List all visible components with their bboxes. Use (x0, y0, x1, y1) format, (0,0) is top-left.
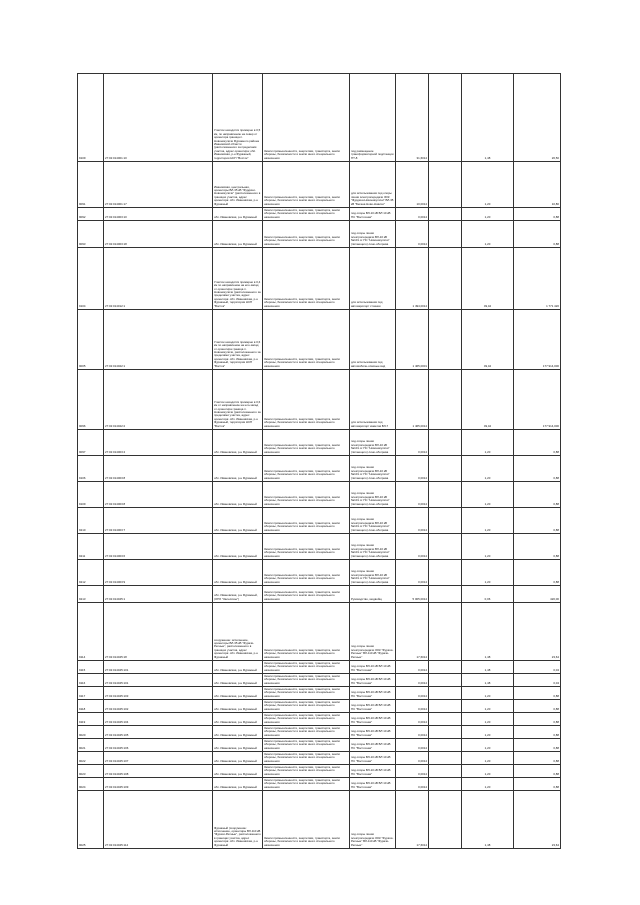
area-cell: 0,0014 (396, 700, 429, 713)
permitted-use-cell: под опоры ВЛ-10 кВ ВЛ 10 кВ ПС "Восточная" (350, 713, 396, 726)
row-number-cell: 9109 (78, 74, 104, 162)
land-category-cell: Земли промышленности, энергетики, транспорта, земли обороны, безопасности и земли иного специального назначения (263, 700, 350, 713)
table-row (78, 586, 561, 603)
permitted-use-cell: под опоры ВЛ-10 кВ ВЛ 10 кВ ПС "Восточная" (350, 208, 396, 221)
land-category-cell: Земли промышленности, энергетики, транспорта, земли обороны, безопасности и земли иного специального назначения (263, 221, 350, 248)
location-cell: Участок находится примерно в 0,6 км по направлению на юго-запад от ориентира граница п. Новоникуличи, расположенного за пределами участка, адрес ориентира: обл. Ивановская, р-н Фуражный, территория НСП "Восток" (213, 310, 263, 370)
location-cell: обл. Ивановская, р-н Фуражный (213, 713, 263, 726)
row-number-cell: 9117 (78, 687, 104, 700)
row-number-cell: 9096 (78, 370, 104, 430)
area-cell: 0,0014 (396, 739, 429, 752)
table-row (78, 482, 561, 508)
permitted-use-cell: под опоры ВЛ-10 кВ ВЛ 10 кВ ПС "Восточная" (350, 687, 396, 700)
rate-cell (429, 586, 462, 603)
permitted-use-cell: под опоры ВЛ-10 кВ ВЛ 10 кВ ПС "Восточная" (350, 778, 396, 791)
row-number-cell: 9119 (78, 713, 104, 726)
location-cell: обл. Ивановская, р-н Фуражный (213, 726, 263, 739)
cadastral-number-cell: 27:02:014045:103 (104, 687, 213, 700)
table-row (78, 456, 561, 482)
sum-cell: 1,48 (462, 661, 514, 674)
table-row (78, 74, 561, 162)
table-row (78, 162, 561, 208)
land-category-cell: Земли промышленности, энергетики, транспорта, земли обороны, безопасности и земли иного специального назначения (263, 674, 350, 687)
land-category-cell: Земли промышленности, энергетики, транспорта, земли обороны, безопасности и земли иного специального назначения (263, 430, 350, 456)
rate-cell (429, 674, 462, 687)
total-cell: 420,00 (514, 586, 561, 603)
sum-cell: 1,20 (462, 726, 514, 739)
total-cell: 0,88 (514, 560, 561, 586)
location-cell: обл. Ивановская, р-н Фуражный (213, 456, 263, 482)
rate-cell (429, 310, 462, 370)
total-cell: 0,88 (514, 534, 561, 560)
table-row (78, 713, 561, 726)
land-category-cell: Земли промышленности, энергетики, транспорта, земли обороны, безопасности и земли иного специального назначения (263, 586, 350, 603)
location-cell: обл. Ивановская, р-н Фуражный (213, 739, 263, 752)
sum-cell: 1,20 (462, 482, 514, 508)
area-cell: 0,0014 (396, 508, 429, 534)
total-cell: 0,88 (514, 726, 561, 739)
location-cell: обл. Ивановская, р-н Фуражный (213, 208, 263, 221)
land-category-cell: Земли промышленности, энергетики, транспорта, земли обороны, безопасности и земли иного специального назначения (263, 560, 350, 586)
total-cell: 0,88 (514, 508, 561, 534)
total-cell: 23,64 (514, 791, 561, 849)
table-row (78, 430, 561, 456)
area-cell: 0,0014 (396, 430, 429, 456)
cadastral-number-cell: 27:02:014003:8 (104, 482, 213, 508)
location-cell: обл. Ивановская, р-н Фуражный (213, 700, 263, 713)
land-category-cell: Земли промышленности, энергетики, транспорта, земли обороны, безопасности и земли иного специального назначения (263, 508, 350, 534)
rate-cell (429, 752, 462, 765)
land-category-cell: Земли промышленности, энергетики, транспорта, земли обороны, безопасности и земли иного специального назначения (263, 713, 350, 726)
land-plot-table (77, 73, 561, 849)
sum-cell: 1,20 (462, 713, 514, 726)
row-number-cell: 9114 (78, 603, 104, 661)
land-category-cell: Земли промышленности, энергетики, транспорта, земли обороны, безопасности и земли иного специального назначения (263, 74, 350, 162)
total-cell: 0,88 (514, 778, 561, 791)
sum-cell: 1,20 (462, 430, 514, 456)
land-category-cell: Земли промышленности, энергетики, транспорта, земли обороны, безопасности и земли иного специального назначения (263, 248, 350, 310)
permitted-use-cell: под опоры линии электропередачи ЗОК "Фурачи-Репные" ВЛ-110 кВ "Фурачи-Репные" (350, 603, 396, 661)
sum-cell: 1,20 (462, 765, 514, 778)
total-cell: 0,88 (514, 713, 561, 726)
land-category-cell: Земли промышленности, энергетики, транспорта, земли обороны, безопасности и земли иного специального назначения (263, 534, 350, 560)
permitted-use-cell: под опоры линии электропередачи ЗОК "Фурачи-Репные" ВЛ-110 кВ "Фурачи-Репные" (350, 791, 396, 849)
sum-cell: 49,42 (462, 248, 514, 310)
row-number-cell: 9116 (78, 674, 104, 687)
land-category-cell: Земли промышленности, энергетики, транспорта, земли обороны, безопасности и земли иного специального назначения (263, 208, 350, 221)
cadastral-number-cell: 27:02:014045:1 (104, 586, 213, 603)
area-cell: 17,6014 (396, 791, 429, 849)
cadastral-number-cell: 27:02:014022:2 (104, 370, 213, 430)
land-category-cell: Земли промышленности, энергетики, транспорта, земли обороны, безопасности и земли иного специального назначения (263, 603, 350, 661)
land-category-cell: Земли промышленности, энергетики, транспорта, земли обороны, безопасности и земли иного специального назначения (263, 739, 350, 752)
cadastral-number-cell: 27:02:014045:107 (104, 752, 213, 765)
row-number-cell: 9104 (78, 248, 104, 310)
row-number-cell: 9097 (78, 430, 104, 456)
rate-cell (429, 162, 462, 208)
row-number-cell: 9115 (78, 661, 104, 674)
table-row (78, 739, 561, 752)
area-cell: 0,0014 (396, 778, 429, 791)
area-cell: 0,0014 (396, 661, 429, 674)
land-category-cell: Земли промышленности, энергетики, транспорта, земли обороны, безопасности и земли иного специального назначения (263, 765, 350, 778)
total-cell: 0,88 (514, 700, 561, 713)
area-cell: 0,0014 (396, 726, 429, 739)
total-cell: 177 914,000 (514, 370, 561, 430)
location-cell: обл. Ивановская, р-н Фуражный (213, 534, 263, 560)
location-cell: обл. Ивановская, р-н Фуражный (213, 430, 263, 456)
cadastral-number-cell: 27:02:014045:106 (104, 739, 213, 752)
cadastral-number-cell: 27:02:014045:114 (104, 791, 213, 849)
permitted-use-cell: под опоры ВЛ-10 кВ ВЛ 10 кВ ПС "Восточная" (350, 752, 396, 765)
location-cell: обл. Ивановская, р-н Фуражный, (ОПХ "Залесское") (213, 586, 263, 603)
row-number-cell: 9021 (78, 739, 104, 752)
table-row (78, 534, 561, 560)
rate-cell (429, 456, 462, 482)
rate-cell (429, 534, 462, 560)
permitted-use-cell: под опоры ВЛ-10 кВ ВЛ 10 кВ ПС "Восточная" (350, 674, 396, 687)
total-cell: 10,80 (514, 162, 561, 208)
rate-cell (429, 700, 462, 713)
rate-cell (429, 687, 462, 700)
permitted-use-cell: под опоры ВЛ-10 кВ ВЛ 10 кВ ПС "Восточная" (350, 765, 396, 778)
sum-cell: 1,20 (462, 700, 514, 713)
rate-cell (429, 791, 462, 849)
location-cell: обл. Ивановская, р-н Фуражный (213, 221, 263, 248)
location-cell: Фуражный (сооружение: исполнение, ориентиры ВЛ-110 кВ "Фурачи-Репные", расположенного в границах участка, адрес ориентира: обл. Ивановская, р-н Фуражный (213, 791, 263, 849)
table-row (78, 687, 561, 700)
permitted-use-cell: под опоры ВЛ-10 кВ ВЛ 10 кВ ПС "Восточная" (350, 739, 396, 752)
area-cell: 1 465,0001 (396, 310, 429, 370)
row-number-cell: 9109 (78, 482, 104, 508)
permitted-use-cell: под опоры линии электропередачи ВЛ-10 кВ №101 от ПС "Новоникуличи" (питающего) лино-обогрева (350, 534, 396, 560)
table-body (78, 74, 561, 849)
table-row (78, 508, 561, 534)
rate-cell (429, 370, 462, 430)
land-category-cell: Земли промышленности, энергетики, транспорта, земли обороны, безопасности и земли иного специального назначения (263, 687, 350, 700)
area-cell: 1 494,0014 (396, 248, 429, 310)
cadastral-number-cell: 27:02:014003:10 (104, 208, 213, 221)
area-cell: 0,0014 (396, 765, 429, 778)
area-cell: 31,6014 (396, 74, 429, 162)
total-cell: 1 771 420 (514, 248, 561, 310)
table-row (78, 674, 561, 687)
table-row (78, 700, 561, 713)
permitted-use-cell: Руководство, модвойщ (350, 586, 396, 603)
permitted-use-cell: под размещение трансформаторной подстанции ПТ-8 (350, 74, 396, 162)
total-cell: 23,64 (514, 603, 561, 661)
rate-cell (429, 765, 462, 778)
land-category-cell: Земли промышленности, энергетики, транспорта, земли обороны, безопасности и земли иного специального назначения (263, 482, 350, 508)
row-number-cell: 9005 (78, 310, 104, 370)
sum-cell: 1,20 (462, 778, 514, 791)
permitted-use-cell: под опоры линии электропередачи ВЛ-10 кВ №101 от ПС "Новоникуличи" (питающего) лино-обогрева (350, 482, 396, 508)
total-cell: 0,88 (514, 765, 561, 778)
area-cell: 10,0014 (396, 162, 429, 208)
permitted-use-cell: для использования под автоаэропорт стоянки (350, 248, 396, 310)
table-row (78, 248, 561, 310)
cadastral-number-cell: 27:02:014045:108 (104, 765, 213, 778)
row-number-cell: 9213 (78, 586, 104, 603)
location-cell: обл. Ивановская, р-н Фуражный (213, 482, 263, 508)
permitted-use-cell: под опоры линии электропередачи ВЛ-10 кВ №101 от ПС "Новоникуличи" (питающего) лино-обогрева (350, 456, 396, 482)
area-cell: 5 005,0014 (396, 586, 429, 603)
land-category-cell: Земли промышленности, энергетики, транспорта, земли обороны, безопасности и земли иного специального назначения (263, 778, 350, 791)
area-cell: 17,6014 (396, 603, 429, 661)
table-row (78, 778, 561, 791)
table-row (78, 752, 561, 765)
total-cell: 26,50 (514, 74, 561, 162)
location-cell: Участок находится примерно в 0,4 км по направлению на юго-запад от ориентира граница п. Новоникуличи (расположенного за пределами участка, адрес ориентира: обл. Ивановская, р-н Фуражный, территория НСП "Восток" (213, 248, 263, 310)
permitted-use-cell: под опоры линии электропередачи ВЛ-10 кВ №101 от ПС "Новоникуличи" (питающего) лино-обогрева (350, 508, 396, 534)
land-category-cell: Земли промышленности, энергетики, транспорта, земли обороны, безопасности и земли иного специального назначения (263, 752, 350, 765)
land-category-cell: Земли промышленности, энергетики, транспорта, земли обороны, безопасности и земли иного специального назначения (263, 310, 350, 370)
sum-cell: 1,48 (462, 791, 514, 849)
rate-cell (429, 482, 462, 508)
location-cell: Ивановская, центральная, ориентиры ВЛ-35 кВ "Фурдачи-Новоникуличи" (расположенного в границах участка, адрес ориентира: обл. Ивановская, р-н Фуражный (213, 162, 263, 208)
total-cell: 0,88 (514, 687, 561, 700)
row-number-cell: 9210 (78, 508, 104, 534)
sum-cell: 1,20 (462, 221, 514, 248)
area-cell: 0,0014 (396, 560, 429, 586)
rate-cell (429, 430, 462, 456)
total-cell: 0,88 (514, 456, 561, 482)
sum-cell: 1,48 (462, 74, 514, 162)
cadastral-number-cell: 27:02:014045:18 (104, 603, 213, 661)
sum-cell: 1,48 (462, 674, 514, 687)
cadastral-number-cell: 27:02:014003:6 (104, 534, 213, 560)
cadastral-number-cell: 27:02:014045:105 (104, 726, 213, 739)
cadastral-number-cell: 27:02:014001:10 (104, 74, 213, 162)
rate-cell (429, 508, 462, 534)
permitted-use-cell: под опоры линии электропередачи ВЛ-10 кВ №101 от ПС "Новоникуличи" (питающего) лино-обогрева (350, 560, 396, 586)
table-row (78, 560, 561, 586)
land-category-cell: Земли промышленности, энергетики, транспорта, земли обороны, безопасности и земли иного специального назначения (263, 791, 350, 849)
location-cell: обл. Ивановская, р-н Фуражный (213, 674, 263, 687)
location-cell: Участок находится примерно в 0,5 км, по направлению на север от ориентира граница п. Новоникуличи Фуражного района Ивановской области (расположенного за пределами участка, адрес ориентира: обл. Ивановская, р-н Фуражный, территория НСП "Восток" (213, 74, 263, 162)
total-cell: 0,88 (514, 221, 561, 248)
area-cell: 1 465,0014 (396, 370, 429, 430)
table-row (78, 791, 561, 849)
location-cell: обл. Ивановская, р-н Фуражный (213, 778, 263, 791)
row-number-cell: 9212 (78, 560, 104, 586)
total-cell: 0,88 (514, 482, 561, 508)
permitted-use-cell: под опоры линии электропередачи ВЛ-10 кВ №101 от ПС "Новоникуличи" (питающего) лино-обогрева (350, 221, 396, 248)
cadastral-number-cell: 27:02:014003:9 (104, 560, 213, 586)
table-row (78, 310, 561, 370)
total-cell: 0,04 (514, 674, 561, 687)
area-cell: 0,0014 (396, 713, 429, 726)
cadastral-number-cell: 27:02:014003:18 (104, 221, 213, 248)
rate-cell (429, 713, 462, 726)
table-row (78, 208, 561, 221)
area-cell: 0,0014 (396, 534, 429, 560)
area-cell: 0,0014 (396, 482, 429, 508)
cadastral-number-cell: 27:02:014003:4 (104, 430, 213, 456)
rate-cell (429, 726, 462, 739)
row-number-cell: 9023 (78, 765, 104, 778)
permitted-use-cell: для использования под опоры линии электропередачи ЗОК "Фурдачи-Новоникуличи" ВЛ-35 кВ "Бегана Ново-Новичи" (350, 162, 396, 208)
sum-cell: 1,20 (462, 534, 514, 560)
rate-cell (429, 248, 462, 310)
row-number-cell: 9022 (78, 752, 104, 765)
sum-cell: 0,06 (462, 586, 514, 603)
cadastral-number-cell: 27:02:014003:8 (104, 456, 213, 482)
row-number-cell: 9025 (78, 791, 104, 849)
total-cell: 0,88 (514, 739, 561, 752)
land-category-cell: Земли промышленности, энергетики, транспорта, земли обороны, безопасности и земли иного специального назначения (263, 661, 350, 674)
permitted-use-cell: под опоры ВЛ-10 кВ ВЛ 10 кВ ПС "Восточная" (350, 700, 396, 713)
location-cell: обл. Ивановская, р-н Фуражный (213, 508, 263, 534)
sum-cell: 1,20 (462, 752, 514, 765)
rate-cell (429, 778, 462, 791)
rate-cell (429, 74, 462, 162)
location-cell: обл. Ивановская, р-н Фуражный (213, 560, 263, 586)
table-row (78, 603, 561, 661)
cadastral-number-cell: 27:02:014003:7 (104, 508, 213, 534)
cadastral-number-cell: 27:02:014045:101 (104, 661, 213, 674)
location-cell: сооружение: исполнение, ориентиры ВЛ-35 кВ "Фурачи-Репные", расположенного в границах участка, адрес ориентира: обл. Ивановская, р-н Фуражный (213, 603, 263, 661)
land-category-cell: Земли промышленности, энергетики, транспорта, земли обороны, безопасности и земли иного специального назначения (263, 162, 350, 208)
row-number-cell: 9106 (78, 456, 104, 482)
area-cell: 0,0014 (396, 752, 429, 765)
land-category-cell: Земли промышленности, энергетики, транспорта, земли обороны, безопасности и земли иного специального назначения (263, 456, 350, 482)
sum-cell: 49,42 (462, 370, 514, 430)
rate-cell (429, 560, 462, 586)
cadastral-number-cell: 27:02:014045:102 (104, 700, 213, 713)
row-number-cell: 9020 (78, 726, 104, 739)
cadastral-number-cell: 27:02:014001:17 (104, 162, 213, 208)
cadastral-number-cell: 27:02:014045:104 (104, 713, 213, 726)
table-row (78, 370, 561, 430)
area-cell: 0,0014 (396, 674, 429, 687)
sum-cell: 49,42 (462, 310, 514, 370)
land-category-cell: Земли промышленности, энергетики, транспорта, земли обороны, безопасности и земли иного специального назначения (263, 370, 350, 430)
location-cell: обл. Ивановская, р-н Фуражный (213, 765, 263, 778)
total-cell: 177 914,000 (514, 310, 561, 370)
row-number-cell: 9091 (78, 162, 104, 208)
location-cell: обл. Ивановская, р-н Фуражный (213, 687, 263, 700)
land-plot-table-page (77, 73, 560, 849)
total-cell: 0,04 (514, 661, 561, 674)
cadastral-number-cell: 27:02:014045:109 (104, 778, 213, 791)
row-number-cell: 9211 (78, 534, 104, 560)
cadastral-number-cell: 27:02:014045:101 (104, 674, 213, 687)
rate-cell (429, 221, 462, 248)
permitted-use-cell: под опоры ВЛ-10 кВ ВЛ 10 кВ ПС "Восточная" (350, 726, 396, 739)
permitted-use-cell: под опоры линии электропередачи ВЛ-10 кВ №101 от ПС "Новоникуличи" (питающего) лино-обогрева (350, 430, 396, 456)
rate-cell (429, 739, 462, 752)
row-number-cell: 9024 (78, 778, 104, 791)
rate-cell (429, 661, 462, 674)
total-cell: 0,88 (514, 430, 561, 456)
permitted-use-cell: для использования под автомобиле-опасные вид (350, 310, 396, 370)
cadastral-number-cell: 27:02:014022:1 (104, 310, 213, 370)
sum-cell: 1,20 (462, 560, 514, 586)
sum-cell: 1,20 (462, 162, 514, 208)
location-cell: Участок находится примерно в 0,6 км от направлению на юго-запад от ориентира граница п. Новоникуличи (расположенного за пределами участка, адрес ориентира: обл. Ивановская, р-н Фуражный, территория НСП "Восток" (213, 370, 263, 430)
table-row (78, 765, 561, 778)
row-number-cell: 9092 (78, 208, 104, 221)
total-cell: 0,88 (514, 752, 561, 765)
permitted-use-cell: для использования под автоаэропорт кюветов ВЛ-7 (350, 370, 396, 430)
table-row (78, 726, 561, 739)
area-cell: 0,0014 (396, 687, 429, 700)
row-number-cell: 9093 (78, 221, 104, 248)
land-category-cell: Земли промышленности, энергетики, транспорта, земли обороны, безопасности и земли иного специального назначения (263, 726, 350, 739)
area-cell: 0,0014 (396, 456, 429, 482)
sum-cell: 1,20 (462, 687, 514, 700)
location-cell: обл. Ивановская, р-н Фуражный (213, 752, 263, 765)
sum-cell: 1,20 (462, 456, 514, 482)
cadastral-number-cell: 27:02:014012:1 (104, 248, 213, 310)
table-row (78, 661, 561, 674)
row-number-cell: 9118 (78, 700, 104, 713)
rate-cell (429, 603, 462, 661)
location-cell: обл. Ивановская, р-н Фуражный (213, 661, 263, 674)
sum-cell: 1,20 (462, 739, 514, 752)
sum-cell: 1,20 (462, 508, 514, 534)
area-cell: 0,0014 (396, 221, 429, 248)
rate-cell (429, 208, 462, 221)
total-cell: 0,88 (514, 208, 561, 221)
table-row (78, 221, 561, 248)
sum-cell: 1,20 (462, 208, 514, 221)
area-cell: 0,0014 (396, 208, 429, 221)
permitted-use-cell: под опоры ВЛ-10 кВ ВЛ 10 кВ ПС "Восточная" (350, 661, 396, 674)
sum-cell: 1,48 (462, 603, 514, 661)
